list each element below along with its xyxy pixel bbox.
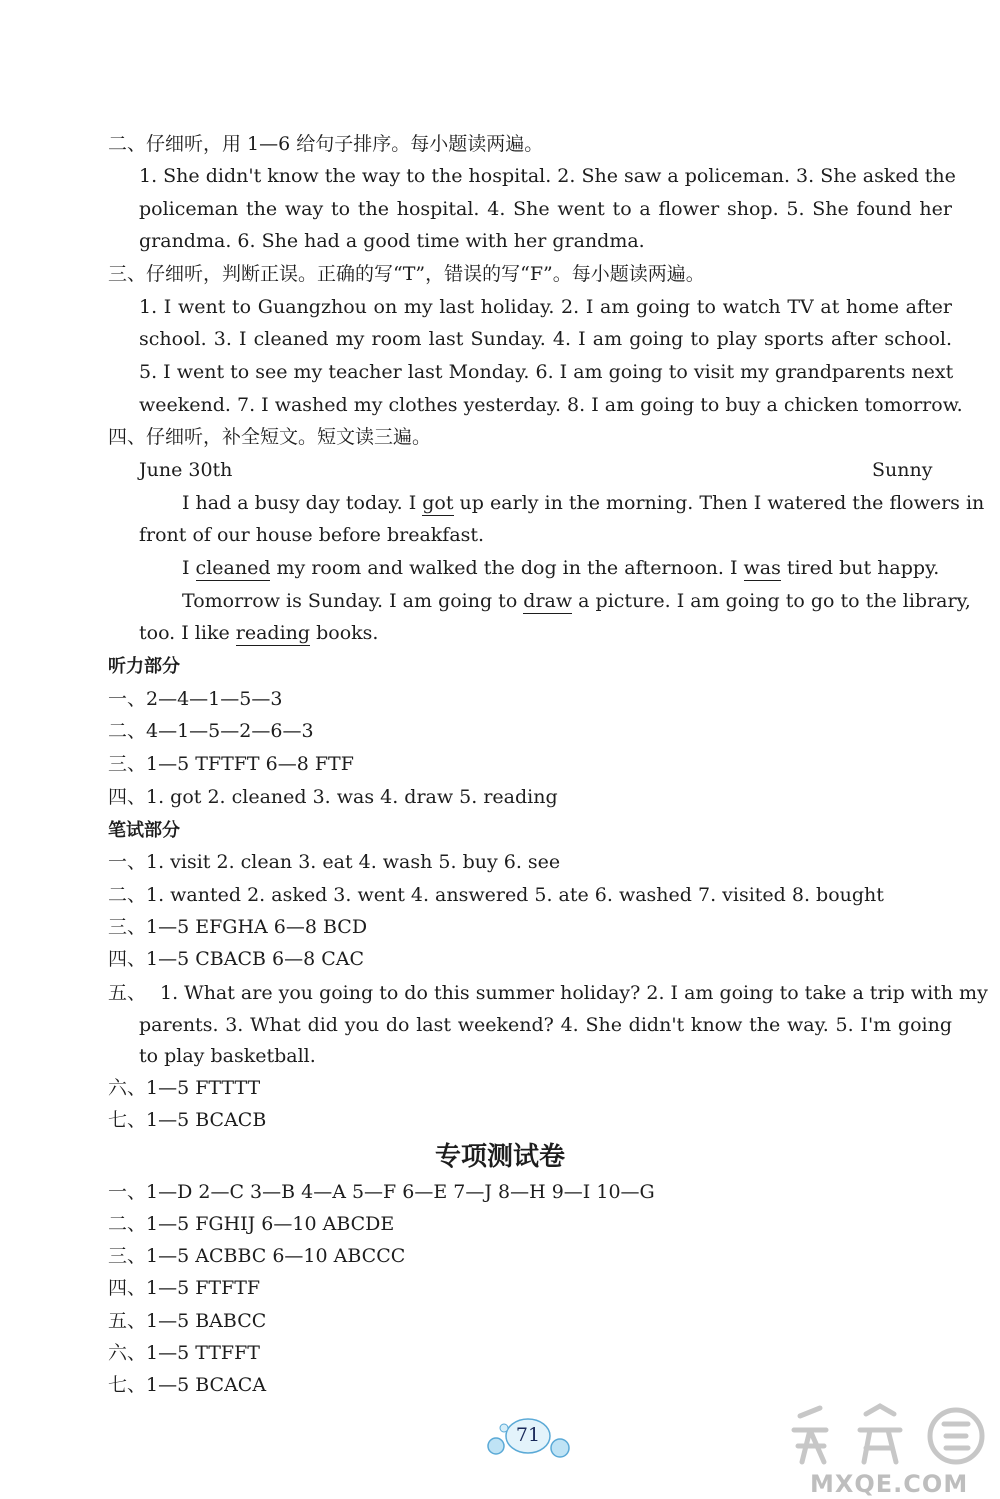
section2-line-3: grandma. 6. She had a good time with her grandma. xyxy=(139,230,645,252)
section4-instruction: 四、仔细听，补全短文。短文读三遍。 xyxy=(108,426,432,448)
diary-paragraph-3-line-2: too. I like reading books. xyxy=(139,622,379,644)
diary-paragraph-1-line-1: I had a busy day today. I got up early in the morning. Then I watered the flowers in xyxy=(182,492,985,514)
diary-weather: Sunny xyxy=(872,459,933,481)
written-answer-5-label: 五、 xyxy=(108,982,147,1004)
page-number-badge xyxy=(484,1416,572,1460)
special-answer-7: 七、1—5 BCACA xyxy=(108,1374,267,1396)
special-answer-6: 六、1—5 TTFFT xyxy=(108,1342,260,1364)
written-answer-3: 三、1—5 EFGHA 6—8 BCD xyxy=(108,916,368,938)
written-answer-5-line-3: to play basketball. xyxy=(139,1045,316,1067)
diary-date: June 30th xyxy=(139,459,233,481)
diary-paragraph-3-line-1: Tomorrow is Sunday. I am going to draw a picture. I am going to go to the library, xyxy=(182,590,971,612)
special-answer-5: 五、1—5 BABCC xyxy=(108,1310,267,1332)
listening-answer-4: 四、1. got 2. cleaned 3. was 4. draw 5. reading xyxy=(108,786,558,808)
diary-paragraph-2: I cleaned my room and walked the dog in the afternoon. I was tired but happy. xyxy=(182,557,940,579)
section2-line-2: policeman the way to the hospital. 4. She went to a flower shop. 5. She found her xyxy=(139,198,952,220)
blank-cleaned: cleaned xyxy=(195,557,271,579)
section3-line-4: weekend. 7. I washed my clothes yesterday. 8. I am going to buy a chicken tomorrow. xyxy=(139,394,963,416)
listening-answer-2: 二、4—1—5—2—6—3 xyxy=(108,720,314,742)
blank-draw: draw xyxy=(523,590,573,612)
blank-reading: reading xyxy=(235,622,311,644)
written-answer-5-line-2: parents. 3. What did you do last weekend? 4. She didn't know the way. 5. I'm going xyxy=(139,1014,952,1036)
blank-was: was xyxy=(743,557,781,579)
written-answer-2: 二、1. wanted 2. asked 3. went 4. answered 5. ate 6. washed 7. visited 8. bought xyxy=(108,884,884,906)
written-heading: 笔试部分 xyxy=(108,820,180,841)
section3-instruction: 三、仔细听，判断正误。正确的写“T”，错误的写“F”。每小题读两遍。 xyxy=(108,263,705,285)
special-test-title: 专项测试卷 xyxy=(434,1142,565,1172)
special-answer-1: 一、1—D 2—C 3—B 4—A 5—F 6—E 7—J 8—H 9—I 10—G xyxy=(108,1181,655,1203)
special-answer-3: 三、1—5 ACBBC 6—10 ABCCC xyxy=(108,1245,406,1267)
written-answer-4: 四、1—5 CBACB 6—8 CAC xyxy=(108,948,364,970)
written-answer-6: 六、1—5 FTTTT xyxy=(108,1077,261,1099)
written-answer-7: 七、1—5 BCACB xyxy=(108,1109,267,1131)
section3-line-1: 1. I went to Guangzhou on my last holiday. 2. I am going to watch TV at home after xyxy=(139,296,952,318)
special-answer-4: 四、1—5 FTFTF xyxy=(108,1277,261,1299)
section3-line-3: 5. I went to see my teacher last Monday. 6. I am going to visit my grandparents next xyxy=(139,361,954,383)
listening-heading: 听力部分 xyxy=(108,656,180,677)
section2-line-1: 1. She didn't know the way to the hospital. 2. She saw a policeman. 3. She asked the xyxy=(139,165,956,187)
diary-paragraph-1-line-2: front of our house before breakfast. xyxy=(139,524,485,546)
blank-got: got xyxy=(422,492,454,514)
written-answer-5-line-1: 1. What are you going to do this summer holiday? 2. I am going to take a trip with my xyxy=(160,982,988,1004)
listening-answer-1: 一、2—4—1—5—3 xyxy=(108,688,283,710)
listening-answer-3: 三、1—5 TFTFT 6—8 FTF xyxy=(108,753,354,775)
watermark-url: MXQE.COM xyxy=(810,1470,969,1498)
section3-line-2: school. 3. I cleaned my room last Sunday. 4. I am going to play sports after school. xyxy=(139,328,952,350)
written-answer-1: 一、1. visit 2. clean 3. eat 4. wash 5. buy 6. see xyxy=(108,851,561,873)
special-answer-2: 二、1—5 FGHIJ 6—10 ABCDE xyxy=(108,1213,395,1235)
watermark-logo-icon xyxy=(780,1396,1000,1476)
page-number: 71 xyxy=(515,1424,541,1446)
watermark xyxy=(780,1396,1000,1499)
section2-instruction: 二、仔细听，用 1—6 给句子排序。每小题读两遍。 xyxy=(108,133,544,155)
